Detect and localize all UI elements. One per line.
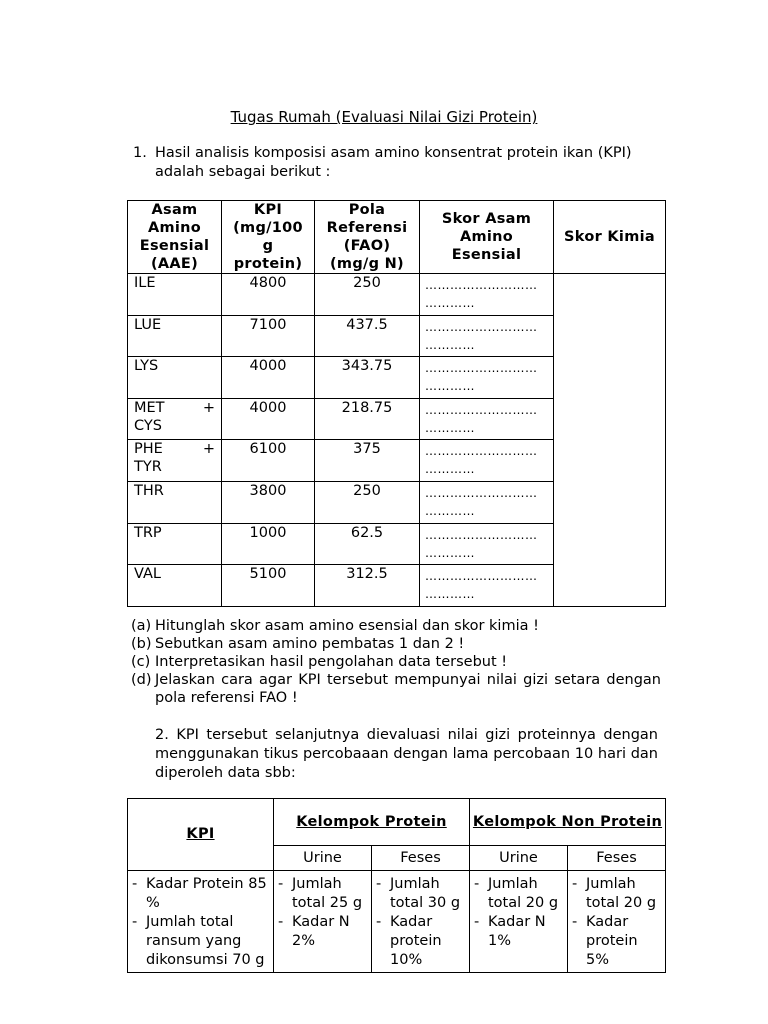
list-item: - Kadar protein 10%	[376, 913, 465, 970]
task-text: Jelaskan cara agar KPI tersebut mempunyai nilai gizi setara dengan pola referensi FAO !	[155, 672, 661, 706]
task-label: (c)	[131, 654, 151, 670]
kpi-value: 1000	[222, 523, 315, 565]
sub-header-urine: Urine	[470, 846, 568, 871]
aa-part: CYS	[134, 417, 162, 434]
kpi-value: 4000	[222, 357, 315, 399]
task-text: Interpretasikan hasil pengolahan data tersebut !	[155, 654, 508, 670]
cell-item: Jumlah total 25 g	[292, 876, 363, 911]
list-item: - Jumlah total 25 g	[278, 875, 367, 913]
aa-part: TYR	[134, 459, 162, 476]
skor-kimia-blank	[554, 274, 666, 607]
group-protein-header: Kelompok Protein	[274, 799, 470, 846]
nonprotein-urine-cell	[470, 871, 568, 973]
cell-item: Jumlah total 30 g	[390, 876, 461, 911]
cell-item: Kadar N 1%	[488, 914, 546, 949]
sub-header-feses: Feses	[372, 846, 470, 871]
table-row	[128, 274, 666, 316]
fao-value: 312.5	[315, 565, 420, 607]
list-item: - Kadar protein 5%	[572, 913, 661, 970]
skor-blank: ……………………… …………	[420, 481, 554, 523]
aa-part: MET	[134, 399, 165, 416]
list-item: - Jumlah total 30 g	[376, 875, 465, 913]
fao-value: 218.75	[315, 398, 420, 440]
list-item: - Kadar N 2%	[278, 913, 367, 951]
nonprotein-feses-cell	[568, 871, 666, 973]
group-header-row	[128, 799, 666, 846]
amino-acid-table	[127, 200, 666, 607]
list-item: - Jumlah total 20 g	[474, 875, 563, 913]
fao-value: 62.5	[315, 523, 420, 565]
aa-plus: +	[202, 441, 215, 458]
skor-blank: ……………………… …………	[420, 398, 554, 440]
skor-blank: ……………………… …………	[420, 357, 554, 399]
aa-name: LYS	[128, 357, 222, 399]
cell-item: Jumlah total 20 g	[586, 876, 657, 911]
list-item	[131, 653, 661, 671]
cell-item: Jumlah total 20 g	[488, 876, 559, 911]
kpi-cell	[128, 871, 274, 973]
aa-name: THR	[128, 481, 222, 523]
task-text: Hitunglah skor asam amino esensial dan skor kimia !	[155, 618, 539, 634]
kpi-value: 6100	[222, 440, 315, 482]
aa-part: PHE	[134, 441, 163, 458]
skor-blank: ……………………… …………	[420, 315, 554, 357]
header-aae: Asam Amino Esensial (AAE)	[128, 201, 222, 274]
skor-blank: ……………………… …………	[420, 274, 554, 316]
header-skor-kimia: Skor Kimia	[554, 201, 666, 274]
task-list	[131, 617, 661, 707]
kpi-value: 7100	[222, 315, 315, 357]
list-item: - Kadar Protein 85 %	[132, 875, 269, 913]
aa-name	[128, 440, 222, 482]
kpi-value: 4000	[222, 398, 315, 440]
kpi-value: 3800	[222, 481, 315, 523]
list-item	[131, 635, 661, 653]
fao-value: 375	[315, 440, 420, 482]
task-text: Sebutkan asam amino pembatas 1 dan 2 !	[155, 636, 465, 652]
skor-blank: ……………………… …………	[420, 440, 554, 482]
fao-value: 250	[315, 481, 420, 523]
kpi-value: 4800	[222, 274, 315, 316]
sub-header-feses: Feses	[568, 846, 666, 871]
question-text: Hasil analisis komposisi asam amino konsentrat protein ikan (KPI) adalah sebagai berikut :	[155, 145, 632, 180]
task-label: (a)	[131, 618, 152, 634]
header-skor-aae: Skor Asam Amino Esensial	[420, 201, 554, 274]
table-header-row	[128, 201, 666, 274]
list-item: - Jumlah total ransum yang dikonsumsi 70 g	[132, 913, 269, 970]
aa-name: TRP	[128, 523, 222, 565]
kpi-item: Kadar Protein 85 %	[146, 876, 267, 911]
cell-item: Kadar N 2%	[292, 914, 350, 949]
task-label: (d)	[131, 672, 152, 688]
question-number: 1.	[133, 145, 147, 161]
protein-urine-cell	[274, 871, 372, 973]
protein-feses-cell	[372, 871, 470, 973]
evaluation-table	[127, 798, 666, 973]
aa-name	[128, 398, 222, 440]
aa-name: ILE	[128, 274, 222, 316]
kpi-item: Jumlah total ransum yang dikonsumsi 70 g	[146, 914, 265, 968]
header-fao: Pola Referensi (FAO) (mg/g N)	[315, 201, 420, 274]
cell-item: Kadar protein 10%	[390, 914, 442, 968]
fao-value: 343.75	[315, 357, 420, 399]
aa-name: LUE	[128, 315, 222, 357]
header-kpi: KPI (mg/100 g protein)	[222, 201, 315, 274]
skor-blank: ……………………… …………	[420, 565, 554, 607]
fao-value: 437.5	[315, 315, 420, 357]
list-item: - Jumlah total 20 g	[572, 875, 661, 913]
group-non-protein-header: Kelompok Non Protein	[470, 799, 666, 846]
fao-value: 250	[315, 274, 420, 316]
kpi-header: KPI	[128, 799, 274, 871]
aa-plus: +	[202, 399, 215, 416]
page-title: Tugas Rumah (Evaluasi Nilai Gizi Protein)	[230, 108, 538, 126]
table-row	[128, 871, 666, 973]
sub-header-urine: Urine	[274, 846, 372, 871]
question-2-text: 2. KPI tersebut selanjutnya dievaluasi nilai gizi proteinnya dengan menggunakan tikus percobaaan dengan lama percobaan 10 hari dan diperoleh data sbb:	[155, 727, 658, 781]
list-item: - Kadar N 1%	[474, 913, 563, 951]
list-item	[131, 671, 661, 707]
cell-item: Kadar protein 5%	[586, 914, 638, 968]
kpi-value: 5100	[222, 565, 315, 607]
list-item	[131, 617, 661, 635]
aa-name: VAL	[128, 565, 222, 607]
skor-blank: ……………………… …………	[420, 523, 554, 565]
task-label: (b)	[131, 636, 152, 652]
